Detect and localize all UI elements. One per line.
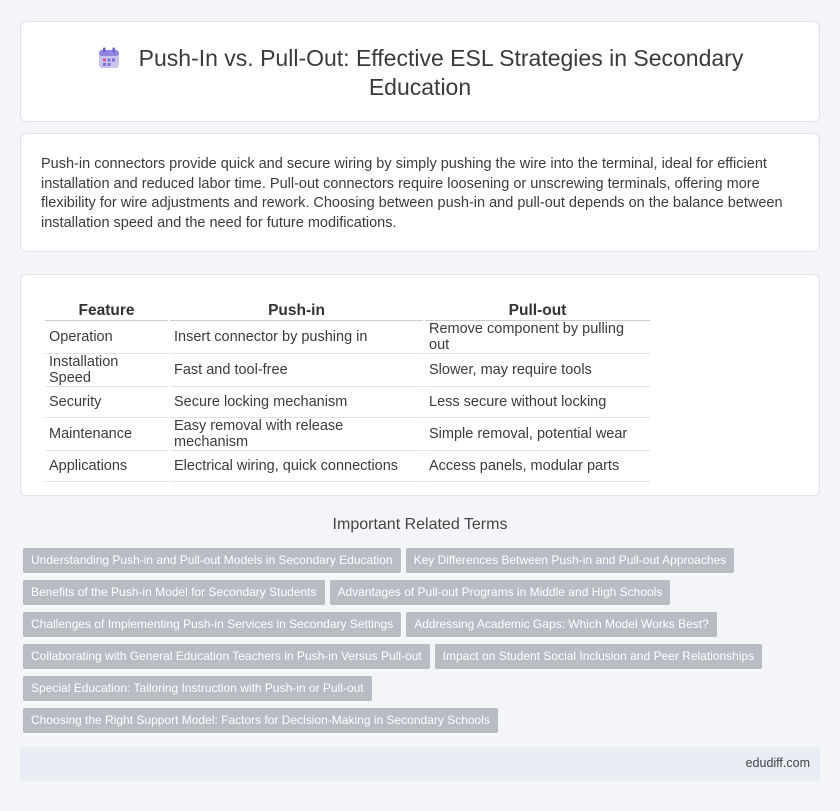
header-pull-out: Pull-out [425, 295, 650, 321]
row-push-in: Easy removal with release mechanism [170, 418, 423, 451]
row-push-in: Fast and tool-free [170, 354, 423, 387]
title-card [20, 21, 820, 122]
related-term-tag[interactable]: Key Differences Between Push-in and Pull-out Approaches [406, 548, 735, 573]
related-terms-heading: Important Related Terms [332, 516, 508, 533]
comparison-table-card [20, 274, 820, 496]
row-pull-out: Remove component by pulling out [425, 321, 650, 354]
related-term-tag[interactable]: Understanding Push-in and Pull-out Models in Secondary Education [23, 548, 401, 573]
row-feature: Operation [45, 321, 168, 354]
row-feature: Installation Speed [45, 354, 168, 387]
row-push-in: Secure locking mechanism [170, 387, 423, 418]
related-term-tag[interactable]: Collaborating with General Education Teachers in Push-in Versus Pull-out [23, 644, 430, 669]
related-terms-list [23, 548, 818, 740]
row-push-in: Insert connector by pushing in [170, 321, 423, 354]
related-term-tag[interactable]: Challenges of Implementing Push-in Services in Secondary Settings [23, 612, 401, 637]
row-pull-out: Simple removal, potential wear [425, 418, 650, 451]
header-push-in: Push-in [170, 295, 423, 321]
table-row [45, 321, 650, 354]
row-feature: Security [45, 387, 168, 418]
intro-paragraph: Push-in connectors provide quick and secure wiring by simply pushing the wire into the terminal, ideal for efficient installation and reduced labor time. Pull-out connectors require loosening or unscrewing terminals, offering more flexibility for wire adjustments and rework. Choosing between push-in and pull-out depends on the balance between installation speed and the need for future modifications. [41, 156, 783, 231]
row-feature: Applications [45, 451, 168, 482]
table-header-row [45, 295, 650, 321]
page-title [21, 44, 819, 102]
comparison-table [43, 295, 652, 482]
table-row [45, 451, 650, 482]
row-pull-out: Less secure without locking [425, 387, 650, 418]
intro-card [20, 133, 820, 252]
table-row [45, 418, 650, 451]
footer [20, 747, 820, 781]
row-push-in: Electrical wiring, quick connections [170, 451, 423, 482]
related-term-tag[interactable]: Special Education: Tailoring Instruction with Push-in or Pull-out [23, 676, 372, 701]
related-term-tag[interactable]: Benefits of the Push-in Model for Secondary Students [23, 580, 325, 605]
related-term-tag[interactable]: Addressing Academic Gaps: Which Model Works Best? [406, 612, 717, 637]
table-row [45, 387, 650, 418]
row-pull-out: Slower, may require tools [425, 354, 650, 387]
row-pull-out: Access panels, modular parts [425, 451, 650, 482]
header-feature: Feature [45, 295, 168, 321]
calendar-icon [97, 46, 121, 70]
related-term-tag[interactable]: Advantages of Pull-out Programs in Middle and High Schools [330, 580, 671, 605]
related-term-tag[interactable]: Impact on Student Social Inclusion and Peer Relationships [435, 644, 763, 669]
table-row [45, 354, 650, 387]
related-term-tag[interactable]: Choosing the Right Support Model: Factors for Decision-Making in Secondary Schools [23, 708, 498, 733]
row-feature: Maintenance [45, 418, 168, 451]
footer-site-link[interactable]: edudiff.com [745, 756, 810, 770]
page-title-text: Push-In vs. Pull-Out: Effective ESL Strategies in Secondary Education [138, 45, 744, 100]
